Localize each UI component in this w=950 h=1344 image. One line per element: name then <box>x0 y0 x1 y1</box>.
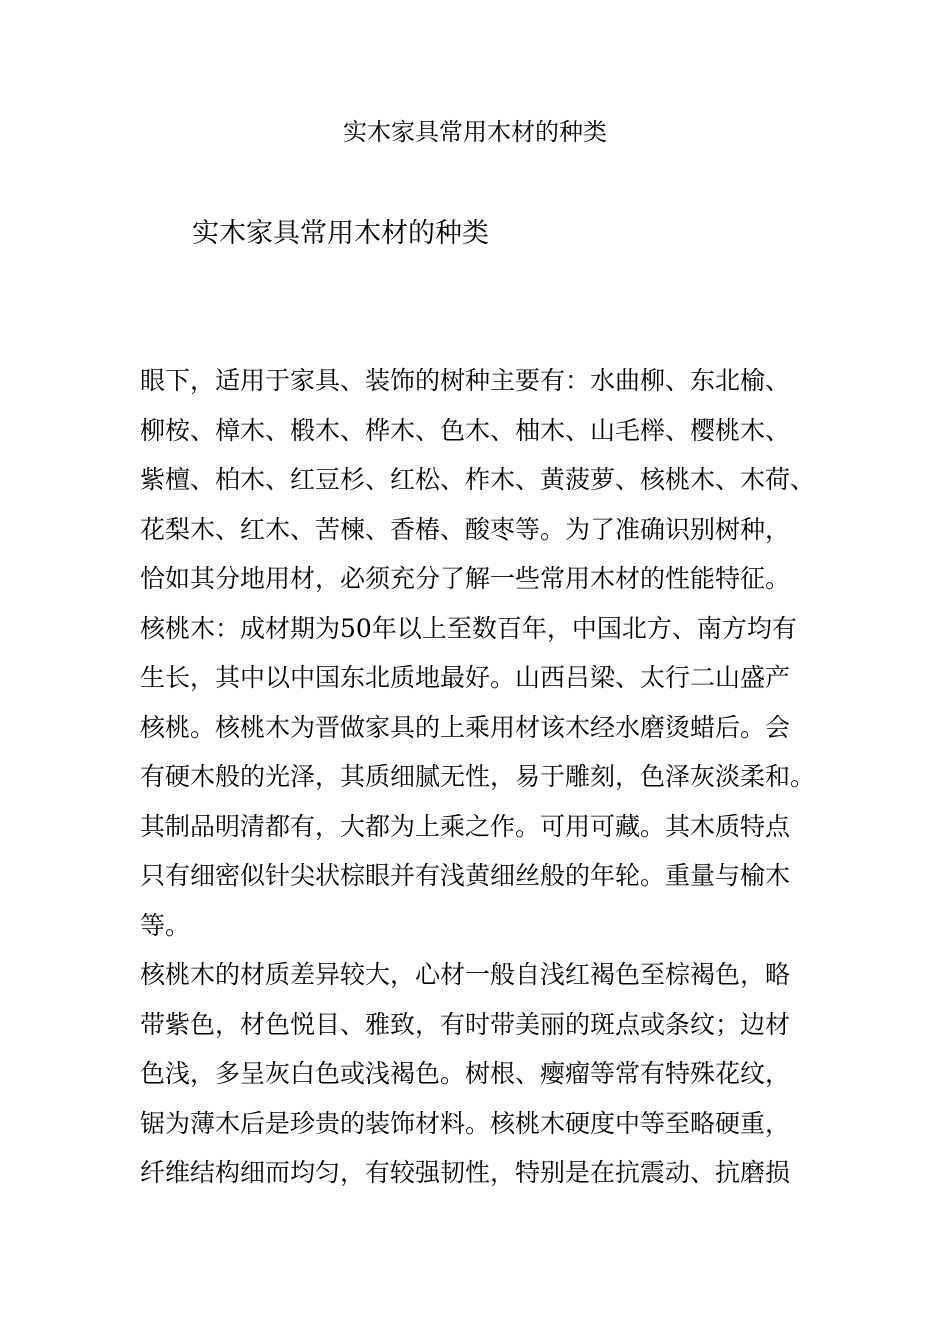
body-line: 其制品明清都有，大都为上乘之作。可用可藏。其木质特点 <box>140 811 791 841</box>
body-line: 柳桉、樟木、椴木、桦木、色木、柚木、山毛榉、樱桃木、 <box>140 415 791 445</box>
body-line: 核桃。核桃木为晋做家具的上乘用材该木经水磨烫蜡后。会 <box>140 712 791 742</box>
body-line: 带紫色，材色悦目、雅致，有时带美丽的斑点或条纹；边材 <box>140 1009 791 1039</box>
body-line: 核桃木的材质差异较大，心材一般自浅红褐色至棕褐色，略 <box>140 960 791 989</box>
body-line: 生长，其中以中国东北质地最好。山西吕梁、太行二山盛产 <box>140 663 791 692</box>
body-line: 紫檀、柏木、红豆杉、红松、柞木、黄菠萝、核桃木、木荷、 <box>140 465 816 494</box>
body-line: 花梨木、红木、苦楝、香椿、酸枣等。为了准确识别树种， <box>140 514 791 544</box>
document-title: 实木家具常用木材的种类 <box>343 118 607 146</box>
body-line: 色浅，多呈灰白色或浅褐色。树根、瘿瘤等常有特殊花纹， <box>140 1059 791 1088</box>
body-line: 恰如其分地用材，必须充分了解一些常用木材的性能特征。 <box>140 564 791 593</box>
body-line: 核桃木：成材期为50年以上至数百年，中国北方、南方均有 <box>140 613 797 643</box>
body-line: 有硬木般的光泽，其质细腻无性，易于雕刻，色泽灰淡柔和。 <box>140 762 816 791</box>
body-line: 眼下，适用于家具、装饰的树种主要有：水曲柳、东北榆、 <box>140 366 791 395</box>
document-body <box>140 356 830 1198</box>
body-line: 锯为薄木后是珍贵的装饰材料。核桃木硬度中等至略硬重， <box>140 1108 791 1138</box>
body-line: 纤维结构细而均匀，有较强韧性，特别是在抗震动、抗磨损 <box>140 1158 791 1187</box>
document-subtitle: 实木家具常用木材的种类 <box>192 218 489 249</box>
body-line: 等。 <box>140 910 191 940</box>
body-line: 只有细密似针尖状棕眼并有浅黄细丝般的年轮。重量与榆木 <box>140 861 791 890</box>
